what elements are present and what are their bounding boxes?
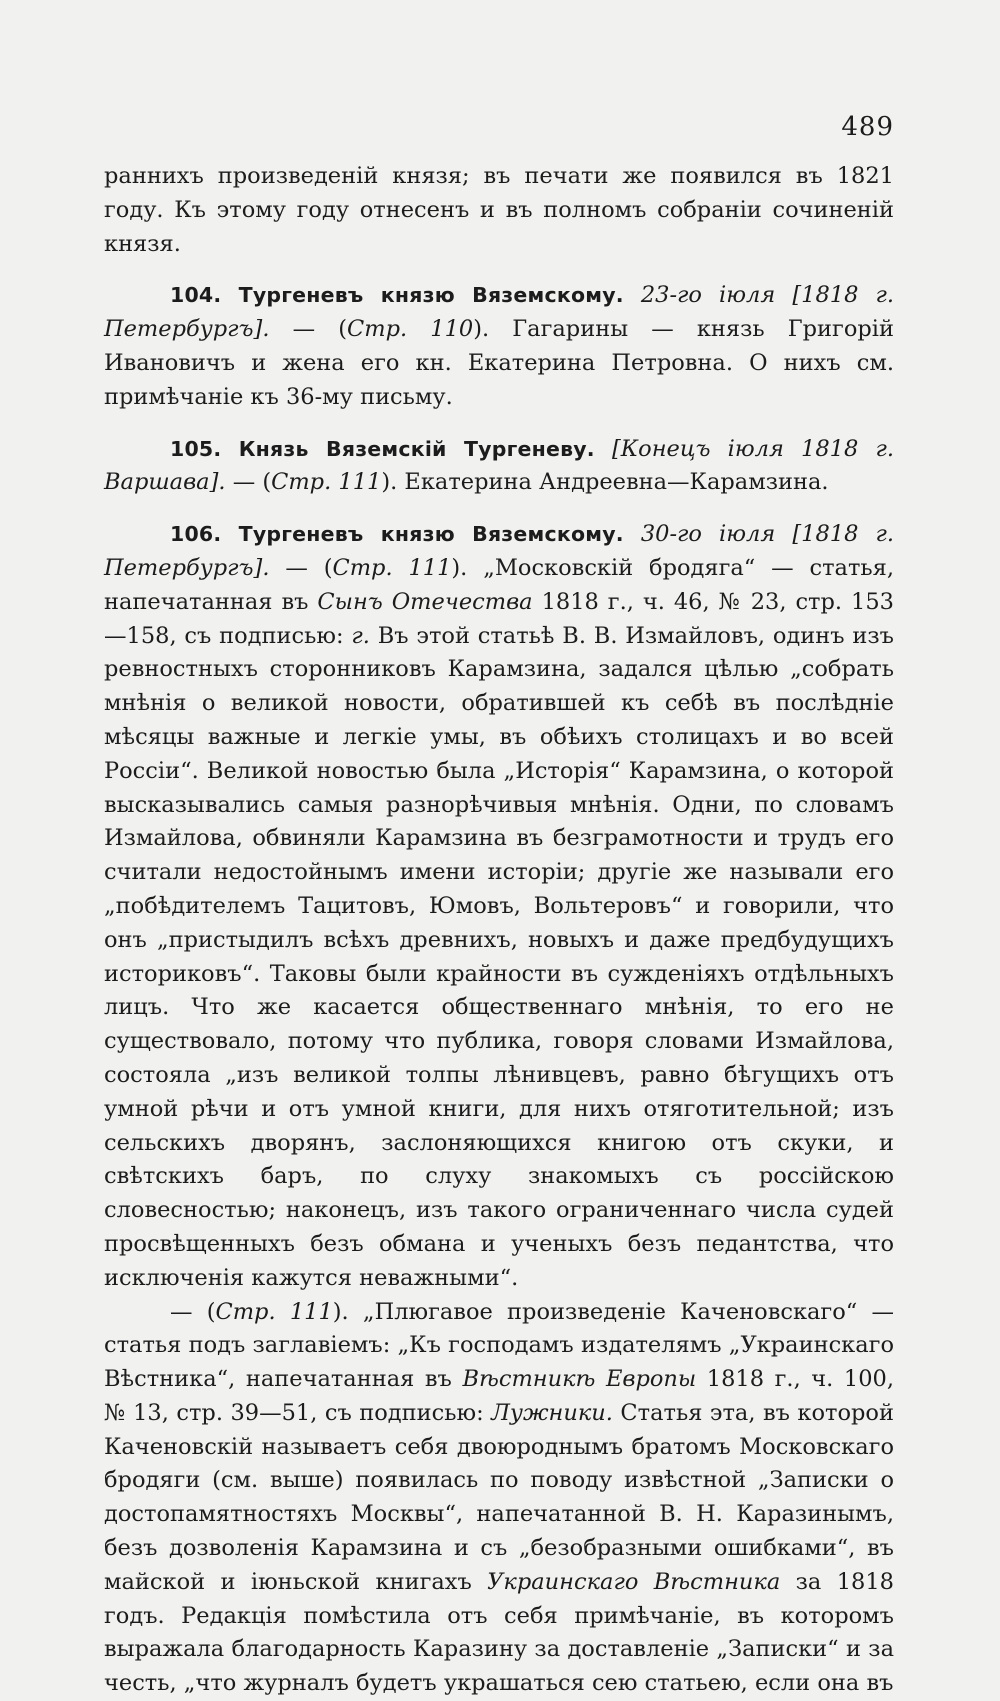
entry-104-date: 23-го іюля [1818 г. Петербургъ]. [104, 282, 894, 342]
entry-106-signature: г. [351, 623, 370, 649]
entry-105-text: Екатерина Андреевна—Карамзина. [397, 469, 828, 495]
entry-106-text-c: Въ этой статьѣ В. В. Измайловъ, одинъ изъ ревностныхъ сторонниковъ Карамзина, задался цѣлью „собрать мнѣнія о великой новости, обратившей къ себѣ въ послѣдніе мѣсяцы важные и легкіе умы, въ обѣихъ столицахъ и во всей Россіи“. Великой новостью была „Исторія“ Карамзина, о которой высказывались самыя разнорѣчивыя мнѣнія. Одни, по словамъ Измайлова, обвиняли Карамзина въ безграмотности и трудъ его считали недостойнымъ имени исторіи; другіе же называли его „побѣдителемъ Тацитовъ, Юмовъ, Вольтеровъ“ и говорили, что онъ „пристыдилъ всѣхъ древнихъ, новыхъ и даже предбудущихъ историковъ“. Таковы были крайности въ сужденіяхъ отдѣльныхъ лицъ. Что же касается общественнаго мнѣнія, то его не существовало, потому что публика, говоря словами Измайлова, состояла „изъ великой толпы лѣнивцевъ, равно бѣгущихъ отъ умной рѣчи и отъ умной книги, для нихъ отяготительной; изъ сельскихъ дворянъ, заслоняющихся книгою отъ скуки, и свѣтскихъ баръ, по слуху знакомыхъ съ россійскою словесностью; наконецъ, изъ такого ограниченнаго числа судей просвѣщенныхъ безъ обмана и ученыхъ безъ педантства, что исключенія кажутся неважными“. [104, 623, 894, 1291]
entry-104 [104, 279, 894, 414]
entry-105-ref-close: ). [381, 469, 397, 495]
intro-paragraph [104, 160, 894, 261]
para2-text-c: Статья эта, въ которой Каченовскій называетъ себя двоюроднымъ братомъ Московскаго бродяги (см. выше) появилась по поводу извѣстной „Записки о достопамятностяхъ Москвы“, напечатанной В. Н. Каразинымъ, безъ дозволенія Карамзина и съ „безобразными ошибками“, въ майской и іюньской книгахъ [104, 1400, 894, 1595]
entry-104-ref-close: ). [473, 316, 489, 342]
para2-text-d: за 1818 годъ. Редакція помѣстила отъ себя примѣчаніе, въ которомъ выражала благодарность Каразину за доставленіе „Записки“ и за честь, „что журналъ будетъ украшаться сею статьею, если она въ [104, 1569, 894, 1696]
entry-105 [104, 433, 894, 501]
intro-text: раннихъ произведеній князя; въ печати же появился въ 1821 году. Къ этому году отнесенъ и въ полномъ собраніи сочиненій князя. [104, 163, 894, 257]
para2-journal-2: Украинскаго Вѣстника [487, 1569, 780, 1595]
entry-105-dash: — ( [233, 469, 271, 495]
entry-106-dash: — ( [285, 555, 332, 581]
entry-106-page-ref: Стр. 111 [332, 555, 451, 581]
entry-106-text-a: „Московскій бродяга“ — статья, напечатанная въ [104, 555, 894, 615]
para2-page-ref: Стр. 111 [216, 1299, 333, 1325]
para2-dash: — ( [170, 1299, 216, 1325]
entry-106-text-b: 1818 г., ч. 46, № 23, стр. 153—158, съ подписью: [104, 589, 894, 649]
entry-105-page-ref: Стр. 111 [271, 469, 381, 495]
page-body [104, 160, 894, 1701]
para2-text-a: „Плюгавое произведеніе Каченовскаго“ — статья подъ заглавіемъ: „Къ господамъ издателямъ „Украинскаго Вѣстника“, напечатанная въ [104, 1299, 894, 1393]
continuation-paragraph [104, 1296, 894, 1701]
entry-105-date: [Конецъ іюля 1818 г. Варшава]. [104, 436, 894, 496]
entry-104-dash: — ( [293, 316, 347, 342]
entry-104-text: Гагарины — князь Григорій Ивановичъ и жена его кн. Екатерина Петровна. О нихъ см. примѣчаніе къ 36-му письму. [104, 316, 894, 410]
entry-106-heading: 106. Тургеневъ князю Вяземскому. [170, 522, 624, 546]
entry-106-ref-close: ). [451, 555, 467, 581]
entry-104-page-ref: Стр. 110 [347, 316, 473, 342]
entry-104-heading: 104. Тургеневъ князю Вяземскому. [170, 283, 624, 307]
para2-signature: Лужники. [491, 1400, 613, 1426]
entry-105-heading: 105. Князь Вяземскій Тургеневу. [170, 437, 595, 461]
page-number: 489 [841, 112, 894, 142]
para2-journal-1: Вѣстникѣ Европы [462, 1366, 696, 1392]
entry-106 [104, 518, 894, 1295]
entry-106-date: 30-го іюля [1818 г. Петербургъ]. [104, 521, 894, 581]
para2-text-b: 1818 г., ч. 100, № 13, стр. 39—51, съ подписью: [104, 1366, 894, 1426]
para2-ref-close: ). [333, 1299, 349, 1325]
entry-106-journal: Сынъ Отечества [317, 589, 532, 615]
